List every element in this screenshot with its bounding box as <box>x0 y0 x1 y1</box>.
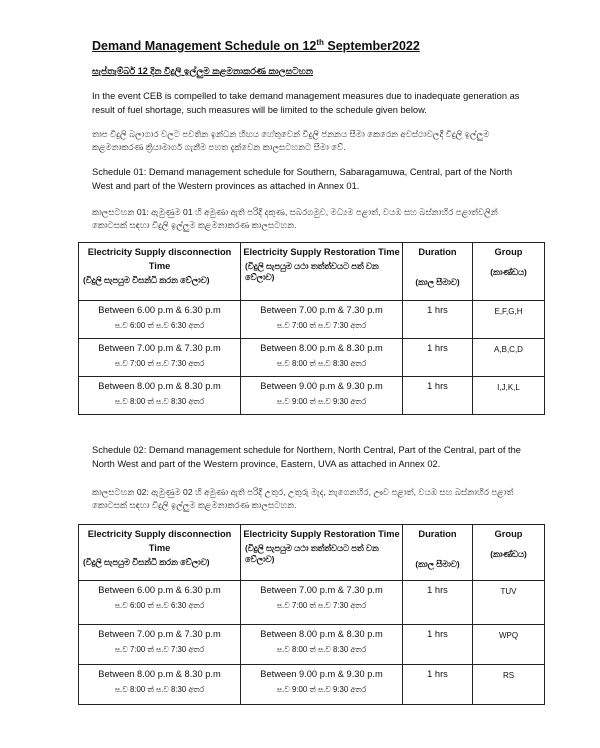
header-duration-en: Duration <box>418 529 457 539</box>
disconnection-time: Between 7.00 p.m & 7.30 p.m <box>98 343 221 353</box>
header-disconnection-en: Electricity Supply disconnection Time <box>87 529 232 553</box>
header-restoration-en: Electricity Supply Restoration Time <box>243 247 400 257</box>
header-restoration-si: (විදුලි සැපයුම යථා තත්ත්වයට පත් වන වේලාව) <box>245 261 379 282</box>
schedule1-table <box>78 242 545 415</box>
disconnection-time-si: ප.ව 6:00 ත් ප.ව 6:30 අතර <box>114 321 205 330</box>
title-suffix: September2022 <box>323 39 420 54</box>
header-duration-en: Duration <box>418 247 457 257</box>
header-group-en: Group <box>494 247 523 257</box>
title-prefix: Demand Management Schedule on 12 <box>92 39 317 54</box>
restoration-time: Between 7.00 p.m & 7.30 p.m <box>260 305 383 315</box>
header-disconnection <box>79 243 241 301</box>
schedule2-table <box>78 524 545 705</box>
restoration-time: Between 9.00 p.m & 9.30 p.m <box>260 381 383 391</box>
disconnection-time-si: ප.ව 7:00 ත් ප.ව 7:30 අතර <box>114 359 205 368</box>
schedule1-description-english: Schedule 01: Demand management schedule for Southern, Sabaragamuwa, Central, part of the North West and part of the Western provinces as attached in Annex 01. <box>92 167 513 191</box>
header-duration <box>403 243 473 301</box>
disconnection-time-si: ප.ව 8:00 ත් ප.ව 8:30 අතර <box>114 397 205 406</box>
restoration-time-si: ප.ව 7:00 ත් ප.ව 7:30 අතර <box>276 321 367 330</box>
sinhala-title: සැප්තැම්බර් 12 දින විදුලි ඉල්ලුම කළමනාකරණ කාලසටහන <box>92 66 313 76</box>
restoration-time: Between 9.00 p.m & 9.30 p.m <box>260 669 383 679</box>
group-value: A,B,C,D <box>494 345 523 354</box>
disconnection-time: Between 8.00 p.m & 8.30 p.m <box>98 381 221 391</box>
restoration-time-si: ප.ව 7:00 ත් ප.ව 7:30 අතර <box>276 601 367 610</box>
title-superscript: th <box>316 38 324 47</box>
disconnection-time: Between 6.00 p.m & 6.30 p.m <box>98 305 221 315</box>
duration-value: 1 hrs <box>427 585 448 595</box>
header-group-en: Group <box>494 529 523 539</box>
restoration-time: Between 7.00 p.m & 7.30 p.m <box>260 585 383 595</box>
disconnection-time: Between 7.00 p.m & 7.30 p.m <box>98 629 221 639</box>
intro-sinhala: තාප විදුලි බලාගාර වලට පවතින ඉන්ධන හිඟය හේතුවෙන් විදුලි ජනනය සීමා කෙරෙන අවස්ථාවලදී විදුලි ඉල්ලුම කළමනාකරණ ක්‍රියාමාර්ග ගැනීම පහත දැක්වෙන කාලසටහනට සීමා වේ. <box>92 129 490 152</box>
group-value: RS <box>502 671 515 680</box>
header-group-si: (කාණ්ඩය) <box>490 267 527 277</box>
disconnection-time: Between 8.00 p.m & 8.30 p.m <box>98 669 221 679</box>
duration-value: 1 hrs <box>427 629 448 639</box>
table-row <box>79 625 545 665</box>
table-row <box>79 665 545 705</box>
header-duration <box>403 525 473 581</box>
restoration-time: Between 8.00 p.m & 8.30 p.m <box>260 629 383 639</box>
header-restoration <box>241 525 403 581</box>
disconnection-time: Between 6.00 p.m & 6.30 p.m <box>98 585 221 595</box>
schedule1-header-row <box>79 243 545 301</box>
group-value: WPQ <box>498 631 519 640</box>
duration-value: 1 hrs <box>427 305 448 315</box>
document-title <box>92 38 420 53</box>
header-group <box>473 525 545 581</box>
restoration-time: Between 8.00 p.m & 8.30 p.m <box>260 343 383 353</box>
header-duration-si: (කාල සීමාව) <box>415 559 460 569</box>
restoration-time-si: ප.ව 8:00 ත් ප.ව 8:30 අතර <box>276 645 367 654</box>
restoration-time-si: ප.ව 9:00 ත් ප.ව 9:30 අතර <box>276 685 367 694</box>
schedule2-description-sinhala: කාලසටහන 02: ඇමුණුම 02 හි අමුණා ඇති පරිදි උතුර, උතුරු මැද, නැගෙනහිර, ඌව පළාත්, වයඹ සහ බස්නාහිර පළාත් කොටසක් සඳහා විදුලි ඉල්ලුම කළමනාකරණ කාලසටහන. <box>92 487 514 510</box>
header-restoration-si: (විදුලි සැපයුම යථා තත්ත්වයට පත් වන වේලාව) <box>245 543 379 564</box>
table-row <box>79 377 545 415</box>
group-value: E,F,G,H <box>494 307 523 316</box>
intro-english: In the event CEB is compelled to take demand management measures due to inadequate generation as result of fuel shortage, such measures will be limited to the schedule given below. <box>92 91 520 115</box>
disconnection-time-si: ප.ව 8:00 ත් ප.ව 8:30 අතර <box>114 685 205 694</box>
group-value: TUV <box>500 587 517 596</box>
header-restoration-en: Electricity Supply Restoration Time <box>243 529 400 539</box>
table-row <box>79 339 545 377</box>
restoration-time-si: ප.ව 9:00 ත් ප.ව 9:30 අතර <box>276 397 367 406</box>
header-group-si: (කාණ්ඩය) <box>490 549 527 559</box>
disconnection-time-si: ප.ව 6:00 ත් ප.ව 6:30 අතර <box>114 601 205 610</box>
restoration-time-si: ප.ව 8:00 ත් ප.ව 8:30 අතර <box>276 359 367 368</box>
schedule1-description-sinhala: කාලසටහන 01: ඇමුණුම 01 හි අමුණා ඇති පරිදි දකුණ, සබරගමුව, මධ්‍යම පළාත්, වයඹ සහ බස්නාහිර පළාත්වලින් කොටසක් සඳහා විදුලි ඉල්ලුම කළමනාකරණ කාලසටහන. <box>92 207 498 230</box>
header-disconnection <box>79 525 241 581</box>
header-restoration <box>241 243 403 301</box>
duration-value: 1 hrs <box>427 381 448 391</box>
table-row <box>79 581 545 625</box>
duration-value: 1 hrs <box>427 669 448 679</box>
header-duration-si: (කාල සීමාව) <box>415 277 460 287</box>
duration-value: 1 hrs <box>427 343 448 353</box>
schedule2-description-english: Schedule 02: Demand management schedule for Northern, North Central, Part of the Central, part of the North West and part of the Western province, Eastern, UVA as attached in Annex 02. <box>92 445 521 469</box>
header-group <box>473 243 545 301</box>
schedule2-header-row <box>79 525 545 581</box>
header-disconnection-en: Electricity Supply disconnection Time <box>87 247 232 271</box>
header-disconnection-si: (විදුලි සැපයුම විසන්ධි කරන වේලාව) <box>83 275 210 285</box>
table-row <box>79 301 545 339</box>
disconnection-time-si: ප.ව 7:00 ත් ප.ව 7:30 අතර <box>114 645 205 654</box>
group-value: I,J,K,L <box>497 383 520 392</box>
header-disconnection-si: (විදුලි සැපයුම විසන්ධි කරන වේලාව) <box>83 557 210 567</box>
